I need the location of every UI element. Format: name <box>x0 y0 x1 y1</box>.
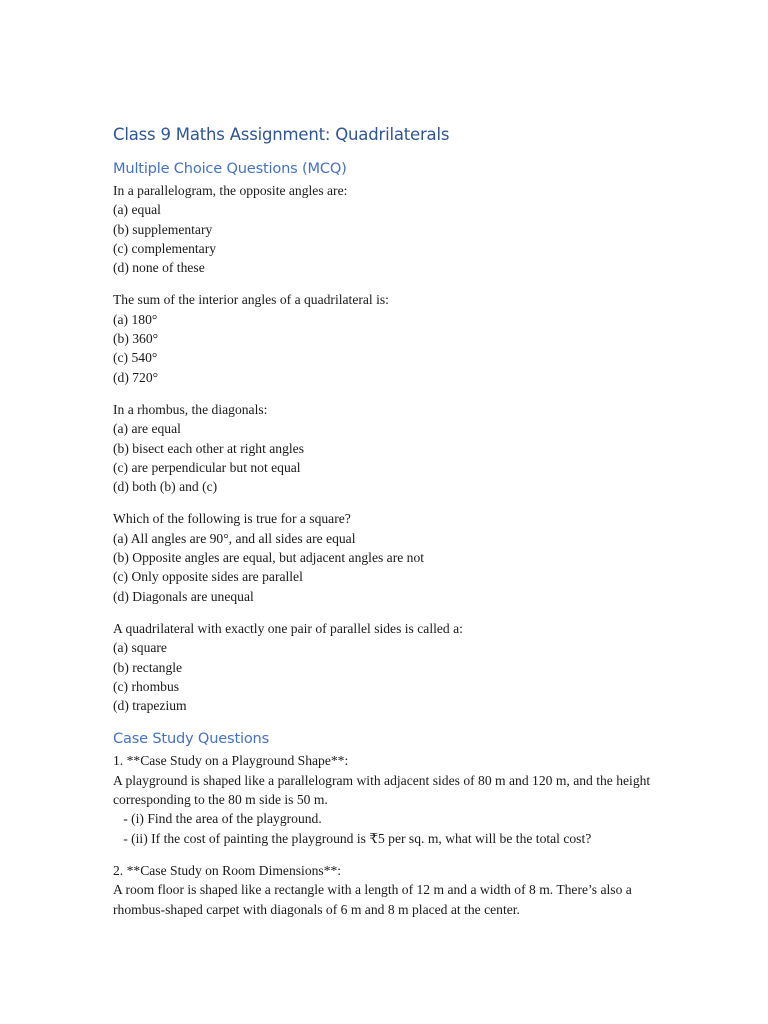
question-text: In a parallelogram, the opposite angles are: <box>113 183 348 198</box>
question-text: The sum of the interior angles of a quadrilateral is: <box>113 292 389 308</box>
mcq-list <box>113 181 673 715</box>
option-b: (b) rectangle <box>113 659 183 675</box>
case-part-ii: - (ii) If the cost of painting the playground is ₹5 per sq. m, what will be the total cost? <box>113 830 592 846</box>
option-a: (a) are equal <box>113 421 181 437</box>
option-d: (d) none of these <box>113 260 205 276</box>
mcq-question-1 <box>113 181 673 277</box>
case-part-i: - (i) Find the area of the playground. <box>113 811 322 827</box>
mcq-question-2 <box>113 290 673 386</box>
option-a: (a) 180° <box>113 311 158 327</box>
option-c: (c) are perpendicular but not equal <box>113 459 301 475</box>
case-title: 2. **Case Study on Room Dimensions**: <box>113 862 342 878</box>
mcq-question-3 <box>113 400 673 496</box>
case-body: A room floor is shaped like a rectangle with a length of 12 m and a width of 8 m. There’s also a rhombus-shaped carpet with diagonals of 6 m and 8 m placed at the center. <box>113 882 632 917</box>
option-d: (d) both (b) and (c) <box>113 479 218 495</box>
case-study-2 <box>113 861 673 919</box>
mcq-question-4 <box>113 509 673 605</box>
question-text: In a rhombus, the diagonals: <box>113 401 268 417</box>
case-title: 1. **Case Study on a Playground Shape**: <box>113 753 349 769</box>
case-study-1 <box>113 751 673 847</box>
option-a: (a) All angles are 90°, and all sides are equal <box>113 530 356 546</box>
document-title: Class 9 Maths Assignment: Quadrilaterals <box>113 125 450 144</box>
option-c: (c) Only opposite sides are parallel <box>113 569 303 585</box>
option-b: (b) supplementary <box>113 221 213 237</box>
option-d: (d) 720° <box>113 369 159 385</box>
option-b: (b) bisect each other at right angles <box>113 440 304 456</box>
question-text: A quadrilateral with exactly one pair of parallel sides is called a: <box>113 620 463 636</box>
option-d: (d) trapezium <box>113 698 187 714</box>
option-b: (b) Opposite angles are equal, but adjacent angles are not <box>113 550 425 566</box>
option-a: (a) square <box>113 640 167 656</box>
option-b: (b) 360° <box>113 331 159 347</box>
option-a: (a) equal <box>113 202 161 218</box>
question-text: Which of the following is true for a square? <box>113 511 351 527</box>
case-study-heading: Case Study Questions <box>113 730 270 748</box>
mcq-heading: Multiple Choice Questions (MCQ) <box>113 160 347 177</box>
mcq-question-5 <box>113 619 673 715</box>
document-page <box>113 122 673 932</box>
option-c: (c) complementary <box>113 240 217 256</box>
option-c: (c) rhombus <box>113 678 180 694</box>
case-body: A playground is shaped like a parallelogram with adjacent sides of 80 m and 120 m, and the height corresponding to the 80 m side is 50 m. <box>113 772 651 808</box>
case-study-list <box>113 751 673 918</box>
option-d: (d) Diagonals are unequal <box>113 588 254 604</box>
option-c: (c) 540° <box>113 350 158 366</box>
